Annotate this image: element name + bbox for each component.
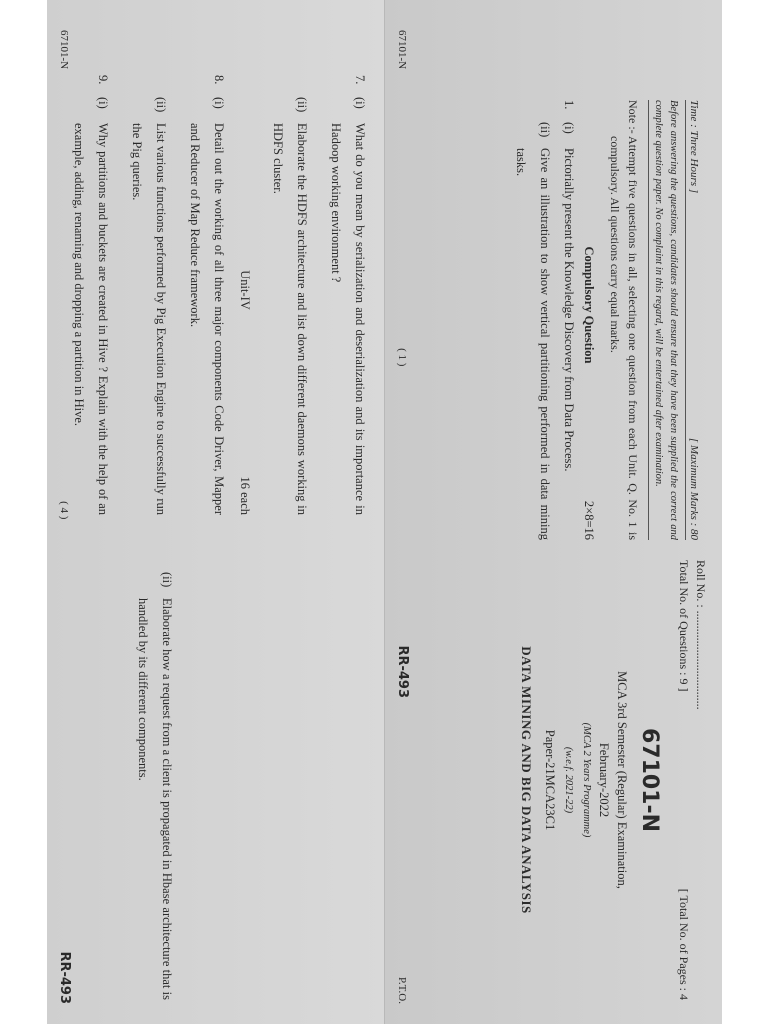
unit-iv-heading	[237, 75, 252, 515]
sub-question-number: (ii)	[538, 122, 552, 138]
page-1-header	[517, 560, 708, 1000]
compulsory-marks: 2×8=16	[582, 500, 596, 540]
paper-number: Paper-21MCA23C1	[543, 729, 557, 831]
unit-title: Unit-IV	[238, 270, 252, 310]
footer-pto: P.T.O.	[396, 977, 409, 1004]
exam-page-4	[47, 0, 384, 1024]
sub-question-number: (ii)	[295, 97, 309, 113]
question-8-i	[183, 75, 231, 515]
page-1-body	[509, 100, 708, 540]
question-text: Elaborate how a request from a client is propagated in Hbase architecture that is handled by its different components.	[136, 598, 174, 1000]
question-text: Why partitions and buckets are created in Hive ? Explain with the help of an example, adding, renaming and dropping a partition in Hive.	[72, 123, 110, 515]
question-number: 9.	[96, 75, 110, 85]
exam-page-1	[385, 0, 722, 1024]
footer-rr-code: RR-493	[57, 951, 72, 1004]
note-text: Attempt five questions in all, selecting one question from each Unit. Q. No. 1 is compulsory. All questions carry equal marks.	[608, 136, 640, 540]
question-7-i	[324, 75, 372, 515]
question-number	[509, 100, 557, 122]
question-page-counts	[676, 560, 691, 1000]
question-text: Pictorially present the Knowledge Discovery from Data Process.	[562, 148, 576, 472]
paper-code-heading: 67101-N	[637, 727, 662, 833]
note-label: Note :-	[626, 100, 640, 134]
sub-question-number: (i)	[353, 97, 367, 109]
compulsory-question-heading	[581, 100, 596, 540]
question-9-ii	[131, 550, 179, 1000]
maximum-marks: [ Maximum Marks : 80	[688, 437, 700, 540]
question-number: 1.	[562, 100, 576, 110]
exam-paper-photo	[47, 0, 722, 1024]
question-number: 7.	[353, 75, 367, 85]
question-1-i	[557, 100, 581, 540]
sub-question-number: (i)	[96, 97, 110, 109]
compulsory-title: Compulsory Question	[582, 246, 596, 364]
exam-note	[606, 100, 642, 540]
question-1-ii	[509, 100, 557, 540]
question-number	[125, 75, 173, 97]
question-text: What do you mean by serialization and deserialization and its importance in Hadoop working environment ?	[329, 123, 367, 515]
question-8-ii	[125, 75, 173, 515]
roll-number-line: Roll No. : .................................	[694, 560, 708, 710]
sub-question-number: (i)	[212, 97, 226, 109]
question-number	[266, 75, 314, 97]
question-text: Elaborate the HDFS architecture and list down different daemons working in HDFS cluster.	[271, 123, 309, 515]
unit-marks: 16 each	[238, 476, 252, 515]
time-duration: Time : Three Hours ]	[688, 100, 700, 194]
sub-question-number: (i)	[562, 122, 576, 134]
footer-paper-code: 67101-N	[396, 30, 409, 70]
footer-paper-code: 67101-N	[58, 30, 71, 70]
question-text: Detail out the working of all three major components Code Driver, Mapper and Reducer of Map Reduce framework.	[188, 123, 226, 515]
candidate-instructions: Before answering the questions, candidates should ensure that they have been supplied the correct and complete question paper. No complaint in this regard, will be entertained after examination.	[653, 100, 679, 540]
footer-rr-code: RR-493	[395, 645, 410, 698]
footer-page-number: ( 4 )	[58, 501, 71, 520]
total-questions: Total No. of Questions : 9 ]	[677, 560, 691, 692]
wef-year: (w.e.f. 2021-22)	[563, 746, 574, 814]
page-4-footer	[57, 30, 72, 1004]
total-pages: [ Total No. of Pages : 4	[677, 888, 691, 1000]
time-marks-row	[685, 100, 700, 540]
sub-question-number: (ii)	[154, 97, 168, 113]
question-9-i	[67, 75, 115, 515]
page-4-lower-section	[47, 530, 384, 1010]
question-text: Give an illustration to show vertical partitioning performed in data mining tasks.	[514, 148, 552, 540]
question-number	[131, 550, 179, 572]
programme: (MCA 2 Years Programme)	[581, 722, 592, 838]
footer-page-number: ( 1 )	[396, 348, 409, 367]
exam-date: February-2022	[597, 742, 611, 818]
subject-title: DATA MINING AND BIG DATA ANALYSIS	[519, 646, 534, 914]
page-1-footer	[395, 30, 410, 1004]
exam-title: MCA 3rd Semester (Regular) Examination,	[615, 671, 629, 889]
sub-question-number: (ii)	[160, 572, 174, 588]
question-number: 8.	[212, 75, 226, 85]
divider	[648, 100, 649, 540]
question-text: List various functions performed by Pig Execution Engine to successfully run the Pig queries.	[130, 123, 168, 515]
page-4-upper-section	[47, 55, 384, 525]
question-7-ii	[266, 75, 314, 515]
